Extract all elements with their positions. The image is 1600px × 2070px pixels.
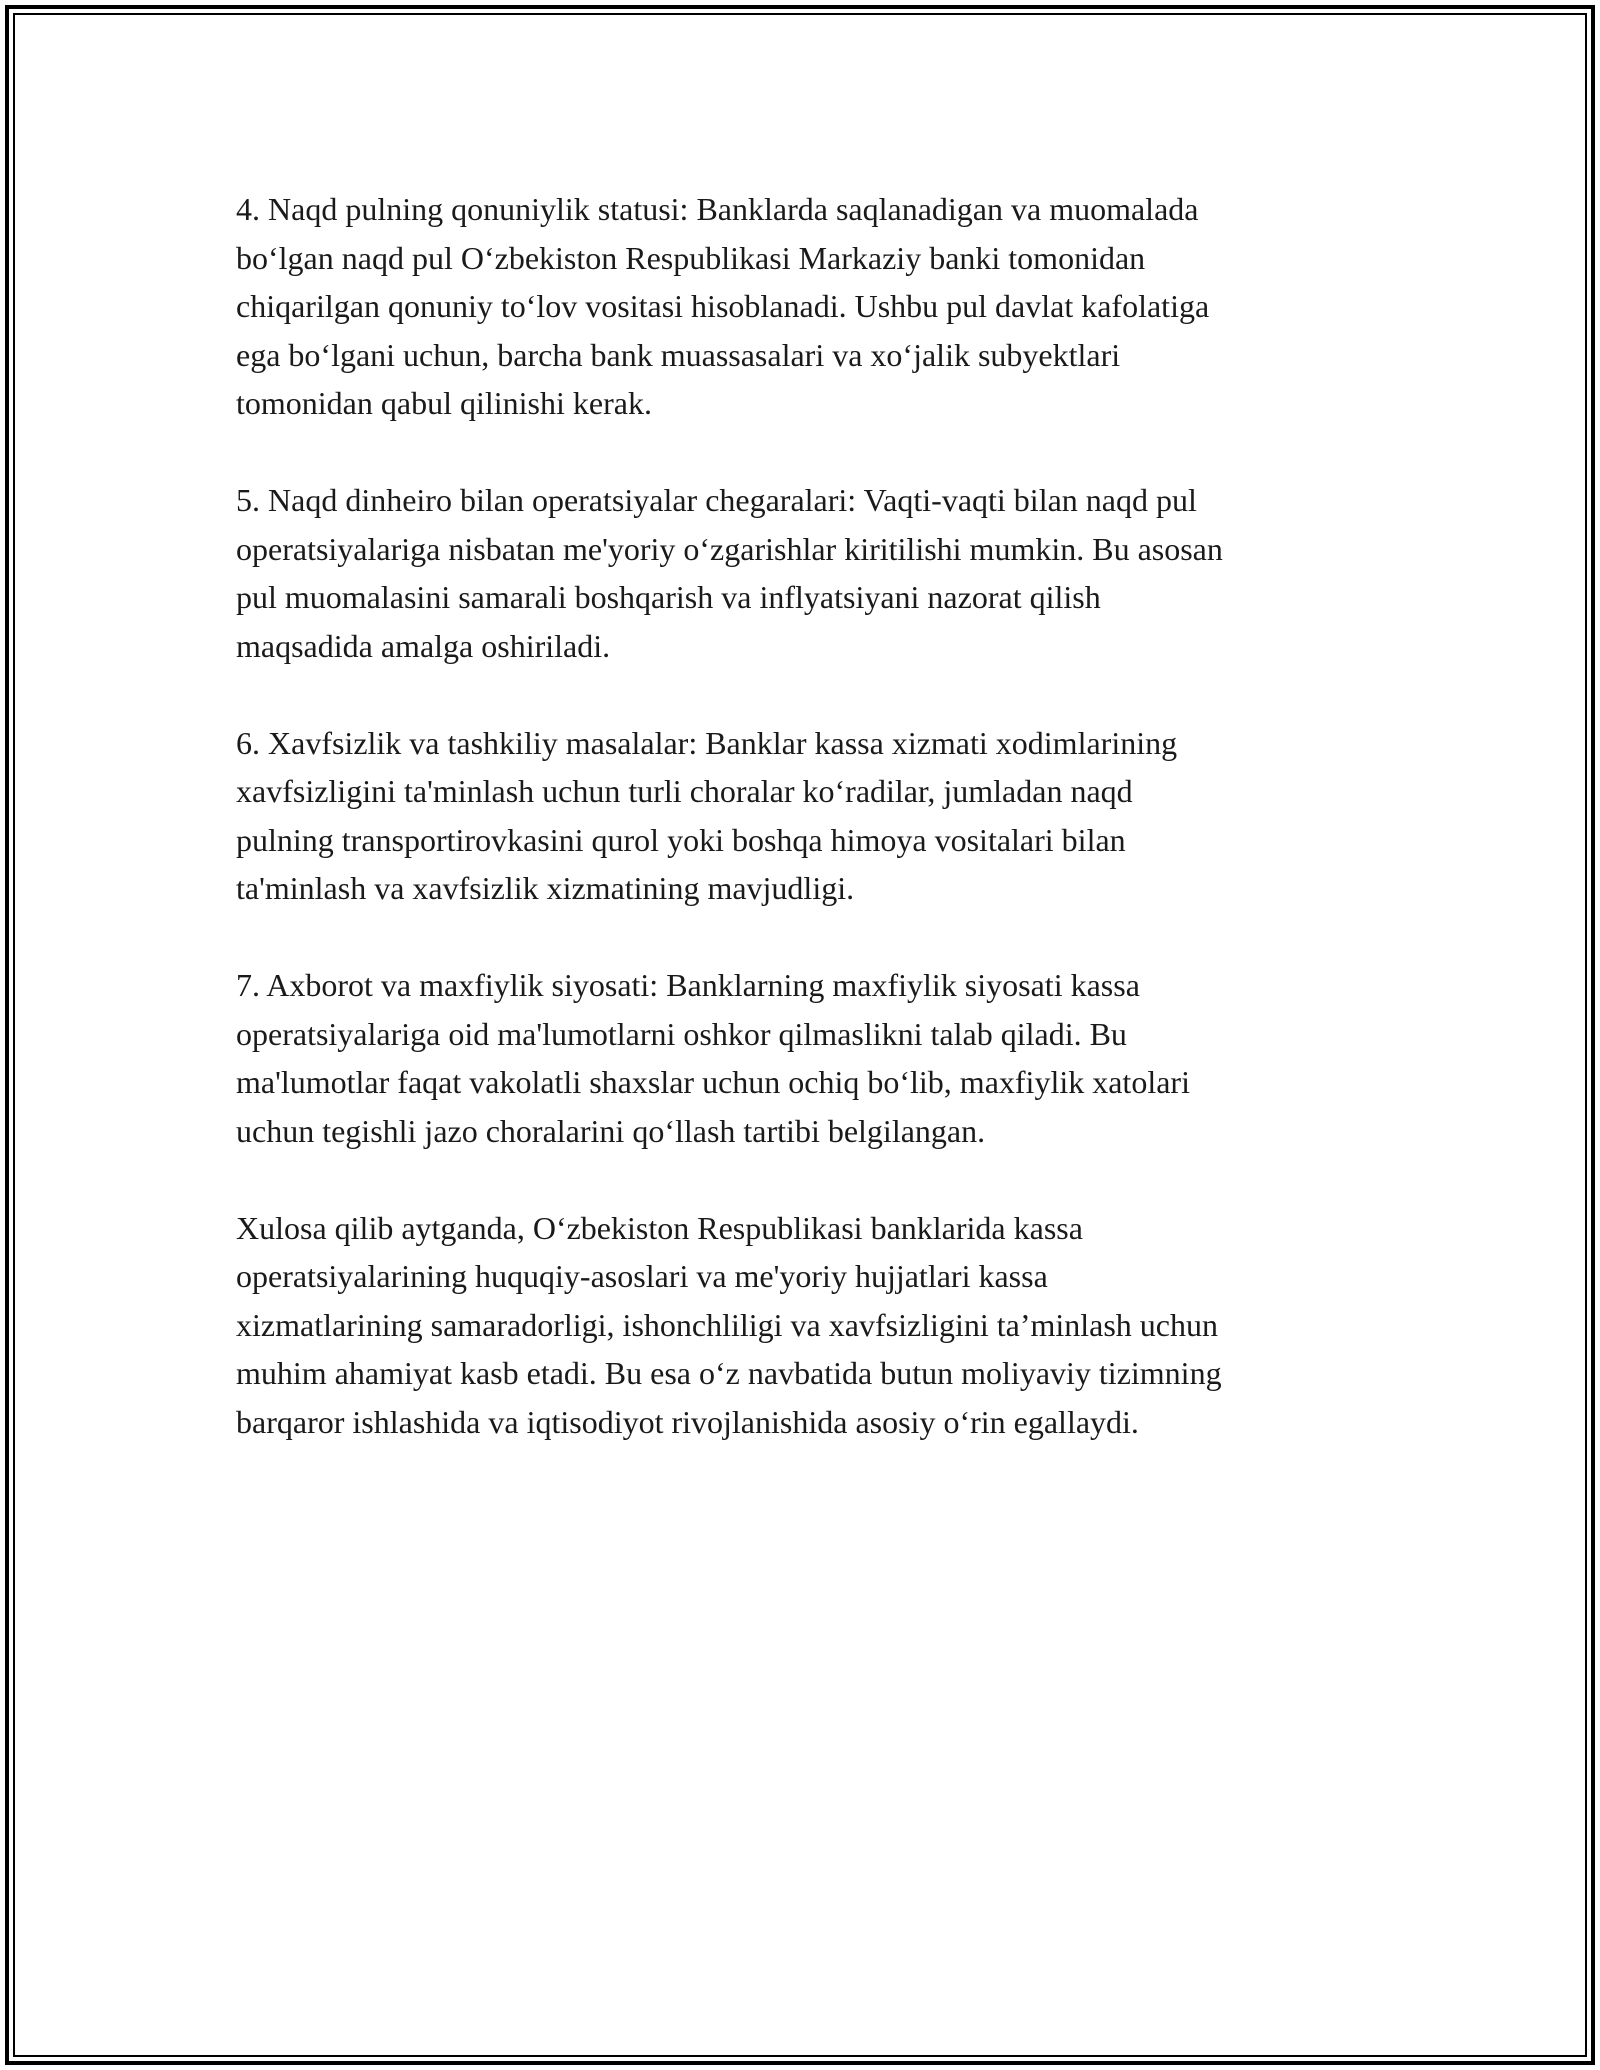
- paragraph-conclusion: [236, 1204, 1376, 1447]
- text-line: bo‘lgan naqd pul O‘zbekiston Respublikasi Markaziy banki tomonidan: [236, 239, 1146, 276]
- text-line: operatsiyalariga oid ma'lumotlarni oshkor qilmaslikni talab qiladi. Bu: [236, 1015, 1127, 1052]
- text-line: ega bo‘lgani uchun, barcha bank muassasalari va xo‘jalik subyektlari: [236, 336, 1121, 373]
- text-line: xavfsizligini ta'minlash uchun turli choralar ko‘radilar, jumladan naqd: [236, 773, 1133, 809]
- text-line: 4. Naqd pulning qonuniylik statusi: Banklarda saqlanadigan va muomalada: [236, 191, 1199, 227]
- text-line: ma'lumotlar faqat vakolatli shaxslar uchun ochiq bo‘lib, maxfiylik xatolari: [236, 1064, 1190, 1100]
- paragraph-confidentiality: [236, 961, 1376, 1155]
- text-line: 5. Naqd dinheiro bilan operatsiyalar chegaralari: Vaqti-vaqti bilan naqd pul: [236, 482, 1197, 518]
- text-line: barqaror ishlashida va iqtisodiyot rivojlanishida asosiy o‘rin egallaydi.: [236, 1403, 1139, 1440]
- text-line: chiqarilgan qonuniy to‘lov vositasi hisoblanadi. Ushbu pul davlat kafolatiga: [236, 288, 1210, 324]
- text-line: xizmatlarining samaradorligi, ishonchliligi va xavfsizligini ta’minlash uchun: [236, 1306, 1218, 1343]
- paragraph-legal-status: [236, 185, 1376, 428]
- text-line: 7. Axborot va maxfiylik siyosati: Banklarning maxfiylik siyosati kassa: [236, 967, 1140, 1003]
- text-line: ta'minlash va xavfsizlik xizmatining mavjudligi.: [236, 870, 855, 906]
- text-line: tomonidan qabul qilinishi kerak.: [236, 385, 652, 421]
- text-line: operatsiyalarining huquqiy-asoslari va me'yoriy hujjatlari kassa: [236, 1258, 1048, 1294]
- paragraph-cash-limits: [236, 476, 1376, 670]
- text-line: muhim ahamiyat kasb etadi. Bu esa o‘z navbatida butun moliyaviy tizimning: [236, 1355, 1222, 1391]
- text-line: pul muomalasini samarali boshqarish va inflyatsiyani nazorat qilish: [236, 579, 1101, 615]
- text-line: pulning transportirovkasini qurol yoki boshqa himoya vositalari bilan: [236, 821, 1126, 858]
- text-line: Xulosa qilib aytganda, O‘zbekiston Respublikasi banklarida kassa: [236, 1209, 1083, 1246]
- document-body: [236, 185, 1376, 1495]
- paragraph-security: [236, 719, 1376, 913]
- text-line: 6. Xavfsizlik va tashkiliy masalalar: Banklar kassa xizmati xodimlarining: [236, 724, 1178, 761]
- text-line: uchun tegishli jazo choralarini qo‘llash tartibi belgilangan.: [236, 1112, 986, 1149]
- text-line: operatsiyalariga nisbatan me'yoriy o‘zgarishlar kiritilishi mumkin. Bu asosan: [236, 530, 1223, 567]
- text-line: maqsadida amalga oshiriladi.: [236, 627, 611, 664]
